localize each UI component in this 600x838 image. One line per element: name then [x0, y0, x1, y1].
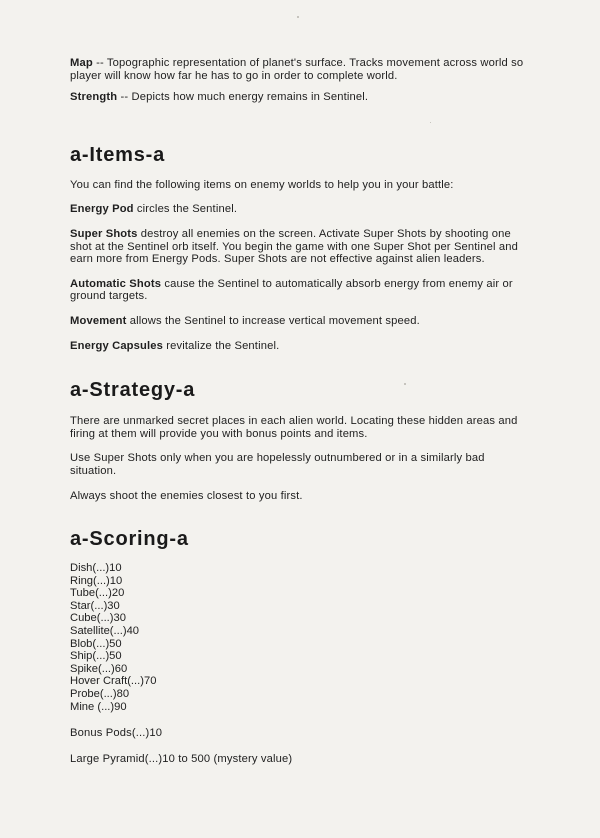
- content-column: [70, 57, 530, 765]
- item-entry-movement: [70, 315, 530, 328]
- map-term: Map: [70, 57, 93, 69]
- scoring-heading: a-Scoring-a: [70, 528, 189, 551]
- item-term: Movement: [70, 314, 127, 327]
- item-text: allows the Sentinel to increase vertical movement speed.: [126, 314, 420, 327]
- strength-term: Strength: [70, 91, 118, 104]
- score-item: Satellite(...)40: [70, 625, 140, 638]
- bonus-pods-score: Bonus Pods(...)10: [70, 727, 163, 740]
- map-text: -- Topographic representation of planet's surface. Tracks movement across world so player will know how far he has to go in order to complete world.: [70, 57, 524, 82]
- item-entry-energy-pod: [70, 203, 530, 216]
- item-text: revitalize the Sentinel.: [163, 339, 280, 352]
- strength-text: -- Depicts how much energy remains in Sentinel.: [117, 91, 369, 104]
- item-text: cause the Sentinel to automatically absorb energy from enemy air or ground targets.: [70, 277, 513, 303]
- strategy-paragraph: There are unmarked secret places in each alien world. Locating these hidden areas and firing at them will provide you with bonus points and items.: [70, 415, 518, 440]
- item-text: circles the Sentinel.: [133, 203, 238, 216]
- items-heading: a-Items-a: [70, 143, 166, 166]
- items-intro: You can find the following items on enemy worlds to help you in your battle:: [70, 178, 454, 191]
- strategy-paragraph: Use Super Shots only when you are hopelessly outnumbered or in a similarly bad situation.: [70, 452, 485, 477]
- item-entry-super-shots: [70, 228, 530, 266]
- score-item: Probe(...)80: [70, 688, 130, 701]
- item-term: Automatic Shots: [70, 277, 162, 290]
- item-text: destroy all enemies on the screen. Activate Super Shots by shooting one shot at the Sentinel orb itself. You begin the game with one Super Shot per Sentinel and earn more from Energy Pods. Super Shots are not effective against alien leaders.: [70, 227, 518, 266]
- strength-entry: [70, 91, 530, 104]
- map-entry: [70, 57, 530, 82]
- item-term: Energy Capsules: [70, 339, 164, 352]
- score-item: Mine (...)90: [70, 700, 127, 713]
- score-item: Ring(...)10: [70, 574, 123, 587]
- score-item: Hover Craft(...)70: [70, 675, 157, 688]
- score-item: Star(...)30: [70, 599, 120, 612]
- item-entry-energy-capsules: [70, 340, 530, 353]
- item-term: Super Shots: [70, 227, 138, 240]
- large-pyramid-score: Large Pyramid(...)10 to 500 (mystery value): [70, 752, 293, 765]
- item-entry-automatic-shots: [70, 278, 530, 303]
- score-item: Ship(...)50: [70, 650, 122, 663]
- score-item: Cube(...)30: [70, 612, 126, 625]
- scoring-list: [70, 562, 530, 713]
- score-item: Dish(...)10: [70, 562, 122, 575]
- paper-speck: [297, 16, 299, 18]
- score-item: Spike(...)60: [70, 662, 128, 675]
- strategy-paragraph: Always shoot the enemies closest to you first.: [70, 489, 303, 502]
- item-term: Energy Pod: [70, 203, 134, 216]
- strategy-heading: a-Strategy-a: [70, 379, 196, 402]
- score-item: Blob(...)50: [70, 637, 122, 650]
- score-item: Tube(...)20: [70, 587, 125, 600]
